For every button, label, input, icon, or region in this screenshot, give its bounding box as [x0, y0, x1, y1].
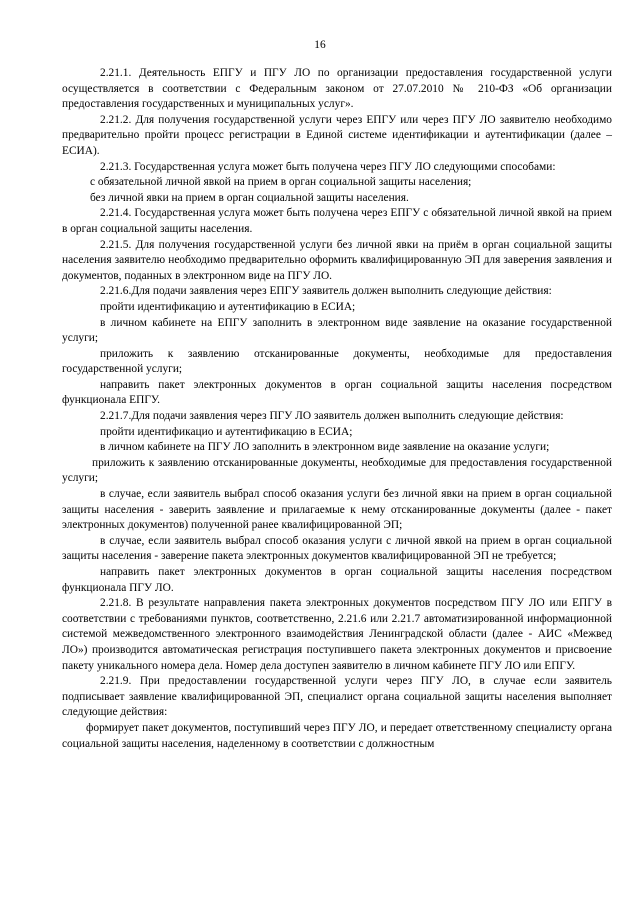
paragraph-2-21-8: 2.21.8. В результате направления пакета электронных документов посредством ПГУ ЛО или ЕПГУ в соответствии с требованиями пунктов, соответственно, 2.21.6 или 2.21.7 автоматизированной информационной системой межведомственного электронного взаимодействия Ленинградской области (далее - АИС «Межвед ЛО») производится автоматическая регистрация поступившего пакета электронных документов и присвоение пакету уникального номера дела. Номер дела доступен заявителю в личном кабинете ПГУ ЛО или ЕПГУ. — [62, 597, 612, 672]
list-item: пройти идентификацию и аутентификацию в ЕСИА; — [100, 300, 356, 313]
list-item: пройти идентификацио и аутентификацию в ЕСИА; — [100, 425, 353, 438]
paragraph-2-21-1: 2.21.1. Деятельность ЕПГУ и ПГУ ЛО по организации предоставления государственной услуги осуществляется в соответствии с Федеральным законом от 27.07.2010 № 210-ФЗ «Об организации предоставления государственных и муниципальных услуг». — [62, 67, 612, 111]
list-item: направить пакет электронных документов в орган социальной защиты населения посредством функционала ЕПГУ. — [62, 378, 612, 407]
list-item: без личной явки на прием в орган социальной защиты населения. — [90, 191, 409, 204]
paragraph-2-21-4: 2.21.4. Государственная услуга может быть получена через ЕПГУ с обязательной личной явкой на прием в орган социальной защиты населения. — [62, 207, 612, 235]
paragraph-2-21-5: 2.21.5. Для получения государственной услуги без личной явки на приём в орган социальной защиты населения заявителю необходимо предварительно оформить квалифицированную ЭП для заверения заявления и документов, поданных в электронном виде на ПГУ ЛО. — [62, 238, 612, 282]
paragraph-2-21-3: 2.21.3. Государственная услуга может быть получена через ПГУ ЛО следующими способами: — [100, 160, 556, 173]
paragraph-2-21-2: 2.21.2. Для получения государственной услуги через ЕПГУ или через ПГУ ЛО заявителю необходимо предварительно пройти процесс регистрации в Единой системе идентификации и аутентификации (далее – ЕСИА). — [62, 113, 612, 157]
list-item: в личном кабинете на ЕПГУ заполнить в электронном виде заявление на оказание государственной услуги; — [62, 316, 612, 345]
paragraph-2-21-9: 2.21.9. При предоставлении государственной услуги через ПГУ ЛО, в случае если заявитель подписывает заявление квалифицированной ЭП, специалист органа социальной защиты населения выполняет следующие действия: — [62, 675, 612, 719]
list-item: в личном кабинете на ПГУ ЛО заполнить в электронном виде заявление на оказание услуги; — [100, 441, 550, 454]
list-item: приложить к заявлению отсканированные документы, необходимые для предоставления государственной услуги; — [62, 347, 612, 376]
list-item: направить пакет электронных документов в орган социальной защиты населения посредством функционала ПГУ ЛО. — [62, 566, 612, 594]
list-item: в случае, если заявитель выбрал способ оказания услуги с личной явкой на прием в орган социальной защиты населения - заверение пакета электронных документов квалифицированной ЭП не требуется; — [62, 534, 612, 563]
list-item: приложить к заявлению отсканированные документы, необходимые для предоставления государственной услуги; — [62, 456, 612, 485]
page-number: 16 — [314, 39, 326, 51]
document-body — [62, 66, 612, 752]
list-item: в случае, если заявитель выбрал способ оказания услуги без личной явки на прием в орган социальной защиты населения - заверить заявление и прилагаемые к нему отсканированные документы (далее - пакет электронных документов) полученной ранее квалифицированной ЭП; — [62, 488, 612, 532]
paragraph-2-21-6: 2.21.6.Для подачи заявления через ЕПГУ заявитель должен выполнить следующие действия: — [100, 285, 552, 298]
list-item: формирует пакет документов, поступивший через ПГУ ЛО, и передает ответственному специалисту органа социальной защиты населения, наделенному в соответствии с должностным — [62, 721, 612, 750]
list-item: с обязательной личной явкой на прием в орган социальной защиты населения; — [90, 176, 472, 189]
paragraph-2-21-7: 2.21.7.Для подачи заявления через ПГУ ЛО заявитель должен выполнить следующие действия: — [100, 410, 564, 423]
